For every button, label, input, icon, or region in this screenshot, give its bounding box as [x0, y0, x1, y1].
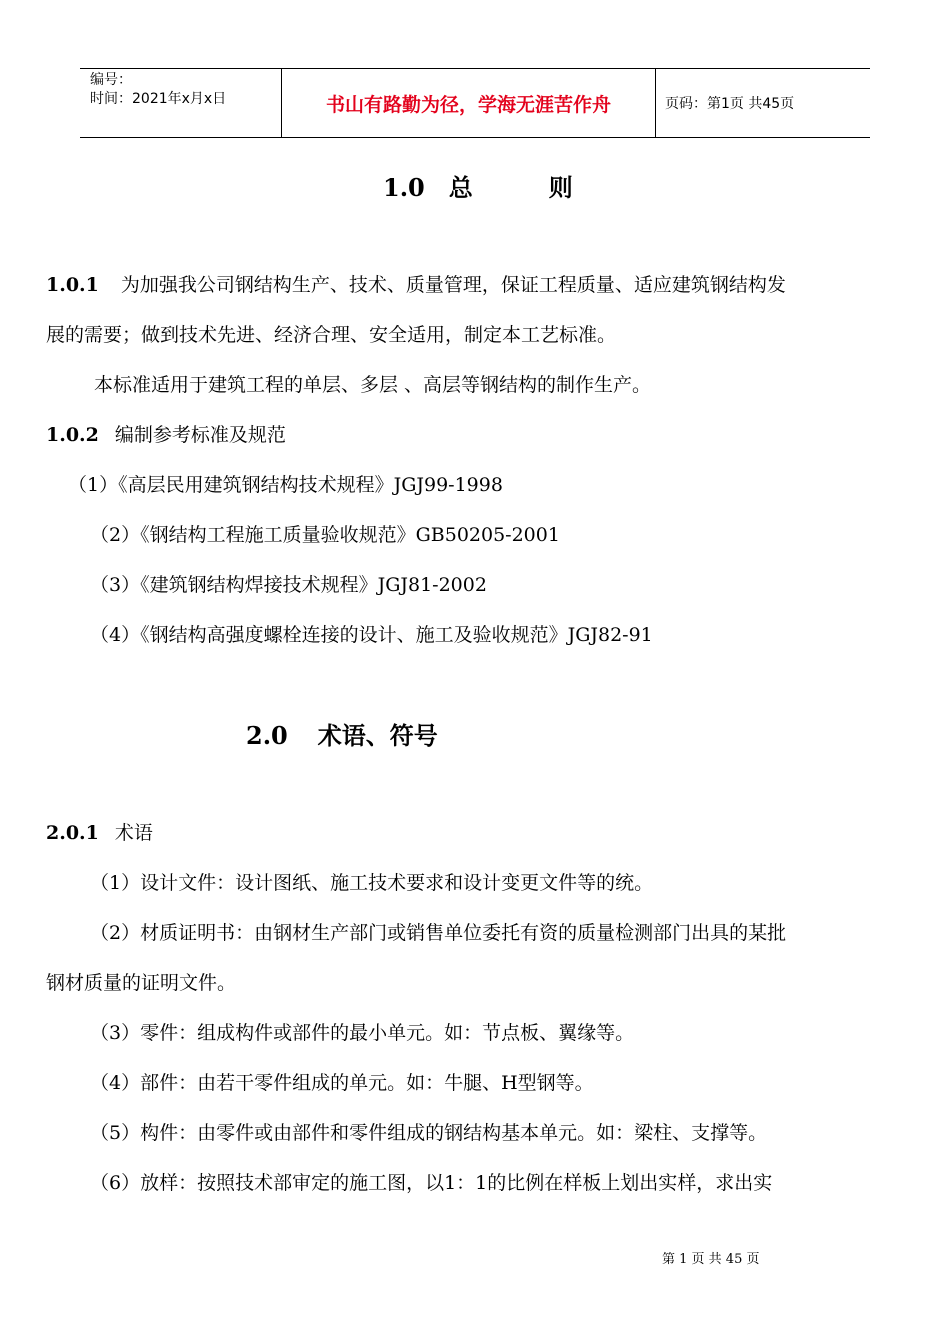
term-item: （5）构件：由零件或由部件和零件组成的钢结构基本单元。如：梁柱、支撑等。: [90, 1122, 768, 1144]
header-divider: [655, 69, 656, 137]
clause-number: 1.0.1: [46, 274, 99, 296]
number-label: 编号：: [90, 72, 132, 88]
reference-item: （2）《钢结构工程施工质量验收规范》GB50205-2001: [90, 524, 560, 546]
section-2-number: 2.0: [246, 721, 288, 750]
term-item: （4）部件：由若干零件组成的单元。如：牛腿、H型钢等。: [90, 1072, 594, 1094]
paragraph-text: 本标准适用于建筑工程的单层、多层 、高层等钢结构的制作生产。: [94, 374, 652, 396]
paragraph-1-0-2: [46, 420, 286, 447]
section-2-heading: [246, 716, 438, 751]
term-item: 钢材质量的证明文件。: [46, 972, 237, 994]
header-motto: 书山有路勤为径，学海无涯苦作舟: [325, 93, 611, 116]
page-footer: 第 1 页 共 45 页: [662, 1252, 760, 1267]
paragraph-text: 展的需要；做到技术先进、经济合理、安全适用，制定本工艺标准。: [46, 324, 617, 346]
header-meta: [90, 71, 226, 109]
reference-item: （1）《高层民用建筑钢结构技术规程》JGJ99-1998: [68, 474, 503, 496]
document-header: [80, 68, 870, 138]
clause-number: 1.0.2: [46, 424, 99, 446]
clause-title: 术语: [114, 822, 153, 844]
reference-item: （3）《建筑钢结构焊接技术规程》JGJ81-2002: [90, 574, 487, 596]
section-1-number: 1.0: [383, 173, 425, 202]
clause-number: 2.0.1: [46, 822, 99, 844]
section-1-title-a: 总: [448, 173, 473, 202]
section-1-heading: [383, 168, 573, 203]
paragraph-text: 为加强我公司钢结构生产、技术、质量管理，保证工程质量、适应建筑钢结构发: [120, 274, 786, 296]
term-item: （1）设计文件：设计图纸、施工技术要求和设计变更文件等的统。: [90, 872, 654, 894]
term-item: （2）材质证明书：由钢材生产部门或销售单位委托有资的质量检测部门出具的某批: [90, 922, 787, 944]
reference-item: （4）《钢结构高强度螺栓连接的设计、施工及验收规范》JGJ82-91: [90, 624, 653, 646]
header-page-info: 页码：第1页 共45页: [665, 96, 795, 112]
term-item: （6）放样：按照技术部审定的施工图，以1：1的比例在样板上划出实样，求出实: [90, 1172, 773, 1194]
section-2-title: 术语、符号: [317, 721, 438, 750]
section-1-title-b: 则: [548, 173, 573, 202]
term-item: （3）零件：组成构件或部件的最小单元。如：节点板、翼缘等。: [90, 1022, 635, 1044]
paragraph-2-0-1: [46, 818, 153, 845]
paragraph-1-0-1: [46, 270, 786, 297]
time-label: 时间：2021年x月x日: [90, 91, 227, 107]
clause-title: 编制参考标准及规范: [114, 424, 286, 446]
